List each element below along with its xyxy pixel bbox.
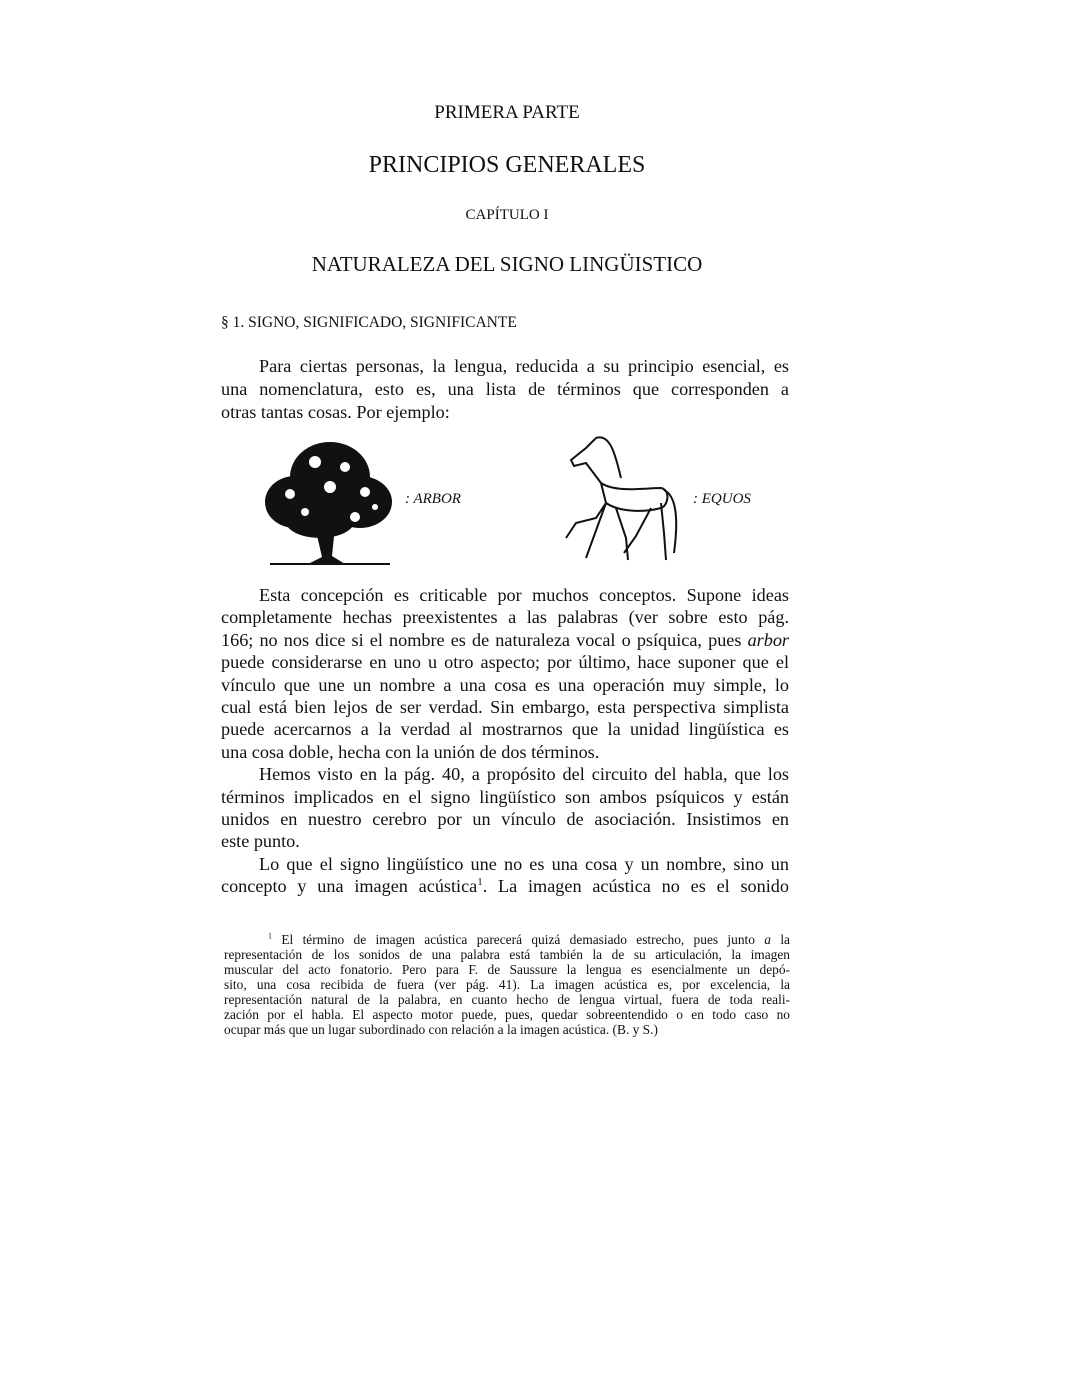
line-text: Para ciertas personas, la lengua, reducida a su principio esencial, es bbox=[259, 356, 789, 376]
chapter-title: NATURALEZA DEL SIGNO LINGÜISTICO bbox=[311, 252, 703, 276]
text-line bbox=[221, 674, 789, 696]
line-text: El término de imagen acústica parecerá quizá demasiado estrecho, pues junto bbox=[272, 932, 765, 947]
text-line bbox=[224, 962, 790, 977]
text-line bbox=[221, 830, 789, 852]
chapter-heading: CAPÍTULO I bbox=[465, 207, 549, 223]
line-text: Hemos visto en la pág. 40, a propósito del circuito del habla, que los bbox=[259, 764, 789, 785]
line-text: sito, una cosa recibida de fuera (ver pág. 41). La imagen acústica es, por excelencia, la bbox=[224, 977, 790, 992]
text-line bbox=[224, 992, 790, 1007]
line-text: la bbox=[771, 932, 790, 947]
line-text: representación de los sonidos de una palabra está también la de su articulación, la imagen bbox=[224, 947, 790, 962]
text-line bbox=[221, 786, 789, 808]
text-line bbox=[221, 741, 789, 763]
line-text: representación natural de la palabra, en cuanto hecho de lengua virtual, fuera de toda reali- bbox=[224, 992, 790, 1007]
line-text: Lo que el signo lingüístico une no es una cosa y un nombre, sino un bbox=[259, 853, 789, 874]
line-text: vínculo que une un nombre a una cosa es una operación muy simple, lo bbox=[221, 674, 789, 695]
text-line bbox=[268, 932, 790, 947]
text-line bbox=[259, 763, 789, 785]
part-title: PRINCIPIOS GENERALES bbox=[368, 152, 646, 178]
text-line bbox=[224, 977, 790, 992]
horse-label: : EQUOS bbox=[693, 491, 751, 507]
footnote-marker: 1 bbox=[268, 932, 273, 941]
line-text: 166; no nos dice si el nombre es de naturaleza vocal o psíquica, pues bbox=[221, 629, 748, 650]
section-heading: § 1. SIGNO, SIGNIFICADO, SIGNIFICANTE bbox=[221, 314, 517, 331]
line-text: ocupar más que un lugar subordinado con relación a la imagen acústica. (B. y S.) bbox=[224, 1022, 658, 1037]
line-text: zación por el habla. El aspecto motor puede, pues, quedar sobreentendido o en todo caso no bbox=[224, 1007, 790, 1022]
text-line bbox=[221, 606, 789, 628]
text-line bbox=[221, 875, 789, 897]
tree-illustration bbox=[260, 432, 400, 568]
text-line bbox=[221, 378, 789, 400]
text-line bbox=[224, 1007, 790, 1022]
italic-word: arbor bbox=[747, 629, 789, 650]
text-line bbox=[259, 355, 789, 377]
text-line bbox=[259, 584, 789, 606]
text-line bbox=[221, 629, 789, 651]
line-text: Esta concepción es criticable por muchos conceptos. Supone ideas bbox=[259, 585, 789, 605]
text-line bbox=[221, 401, 789, 423]
line-text: completamente hechas preexistentes a las palabras (ver sobre esto pág. bbox=[221, 607, 789, 628]
tree-label: : ARBOR bbox=[405, 491, 461, 507]
text-line bbox=[221, 651, 789, 673]
line-text: este punto. bbox=[221, 831, 300, 852]
text-line bbox=[221, 808, 789, 830]
text-line bbox=[224, 1022, 790, 1037]
part-heading: PRIMERA PARTE bbox=[434, 102, 580, 123]
text-line bbox=[221, 718, 789, 740]
line-text: una nomenclatura, esto es, una lista de términos que corresponden a bbox=[221, 379, 789, 399]
line-text: términos implicados en el signo lingüístico son ambos psíquicos y están bbox=[221, 786, 789, 807]
text-line bbox=[221, 696, 789, 718]
line-text: concepto y una imagen acústica bbox=[221, 876, 478, 897]
line-text: unidos en nuestro cerebro por un vínculo de asociación. Insistimos en bbox=[221, 809, 789, 829]
line-text: puede acercarnos a la verdad al mostrarnos que la unidad lingüística es bbox=[221, 719, 789, 740]
italic-word: a bbox=[764, 932, 771, 947]
text-line bbox=[224, 947, 790, 962]
horse-illustration bbox=[556, 428, 692, 566]
line-text: puede considerarse en uno u otro aspecto; por último, hace suponer que el bbox=[221, 652, 789, 673]
text-line bbox=[259, 853, 789, 875]
line-text: cual está bien lejos de ser verdad. Sin embargo, esta perspectiva simplista bbox=[221, 697, 789, 717]
footnote-reference: 1 bbox=[477, 876, 483, 889]
line-text: muscular del acto fonatorio. Pero para F. de Saussure la lengua es esencialmente un depó- bbox=[224, 962, 790, 977]
line-text: una cosa doble, hecha con la unión de dos términos. bbox=[221, 741, 600, 762]
line-text: . La imagen acústica no es el sonido bbox=[482, 876, 789, 897]
line-text: otras tantas cosas. Por ejemplo: bbox=[221, 402, 450, 422]
